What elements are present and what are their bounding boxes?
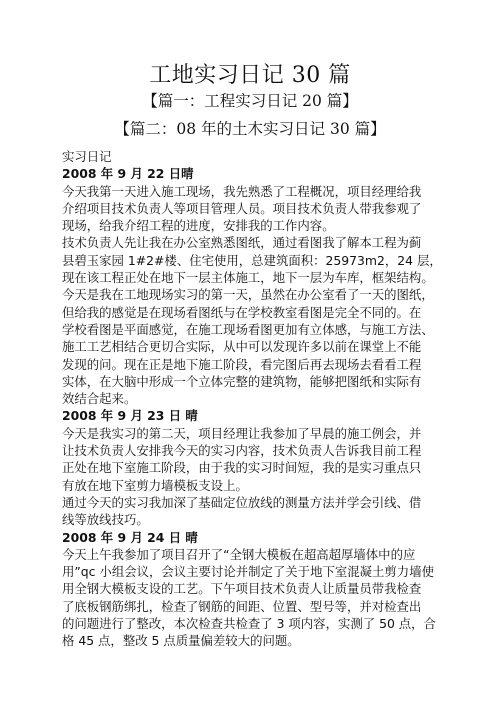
text-line: 技术负责人先让我在办公室熟悉图纸，通过看图我了解本工程为蓟 <box>62 235 422 251</box>
text-line: 了底板钢筋绑扎，检查了钢筋的间距、位置、型号等，并对检查出 <box>62 598 422 614</box>
diary-date: 2008 年 9 月 23 日 晴 <box>62 408 198 424</box>
text-line: 的问题进行了整改，本次检查共检查了 3 项内容，实测了 50 点，合 <box>62 616 436 632</box>
text-line: 县碧玉家园 1#2#楼、住宅使用，总建筑面积：25973m2，24 层， <box>62 252 442 268</box>
diary-body <box>62 148 492 650</box>
text-line: 但给我的感觉是在现场看图纸与在学校教室看图是完全不同的。在 <box>62 304 422 320</box>
text-line: 用”qc 小组会议，会议主要讨论并制定了关于地下室混凝土剪力墙使 <box>62 564 434 580</box>
text-line: 学校看图是平面感觉，在施工现场看图更加有立体感，与施工方法、 <box>62 321 434 337</box>
text-line: 用全钢大模板支设的工艺。下午项目技术负责人让质量员带我检查 <box>62 581 422 597</box>
text-line: 让技术负责人安排我今天的实习内容，技术负责人告诉我目前工程 <box>62 443 422 459</box>
text-line: 格 45 点，整改 5 点质量偏差较大的问题。 <box>62 633 300 649</box>
text-line: 现场，给我介绍工程的进度，安排我的工作内容。 <box>62 218 335 234</box>
text-line: 今天我第一天进入施工现场，我先熟悉了工程概况，项目经理给我 <box>62 183 422 199</box>
text-line: 实体，在大脑中形成一个立体完整的建筑物，能够把图纸和实际有 <box>62 373 422 389</box>
text-line: 今天是我实习的第二天，项目经理让我参加了早晨的施工例会，并 <box>62 425 422 441</box>
text-line: 今天上午我参加了项目召开了“全钢大模板在超高超厚墙体中的应 <box>62 546 416 562</box>
text-line: 有放在地下室剪力墙模板支设上。 <box>62 477 248 493</box>
text-line: 今天是我在工地现场实习的第一天，虽然在办公室看了一天的图纸， <box>62 287 434 303</box>
diary-date: 2008 年 9 月 24 日 晴 <box>62 529 198 545</box>
diary-date: 2008 年 9 月 22 日晴 <box>62 166 194 182</box>
text-line: 现在该工程正处在地下一层主体施工，地下一层为车库，框架结构。 <box>62 270 434 286</box>
text-line: 介绍项目技术负责人等项目管理人员。项目技术负责人带我参观了 <box>62 200 422 216</box>
section-heading-2: 【篇二：08 年的土木实习日记 30 篇】 <box>114 120 386 138</box>
text-line: 线等放线技巧。 <box>62 512 149 528</box>
text-line: 通过今天的实习我加深了基础定位放线的测量方法并学会引线、借 <box>62 494 422 510</box>
text-line: 施工工艺相结合更切合实际，从中可以发现许多以前在课堂上不能 <box>62 339 422 355</box>
document-title: 工地实习日记 30 篇 <box>149 63 351 88</box>
text-line: 效结合起来。 <box>62 391 137 407</box>
section-heading-1: 【篇一：工程实习日记 20 篇】 <box>142 92 358 110</box>
text-line: 正处在地下室施工阶段，由于我的实习时间短，我的是实习重点只 <box>62 460 422 476</box>
text-line: 发现的问。现在正是地下施工阶段，看完图后再去现场去看看工程 <box>62 356 422 372</box>
diary-heading: 实习日记 <box>62 149 112 164</box>
